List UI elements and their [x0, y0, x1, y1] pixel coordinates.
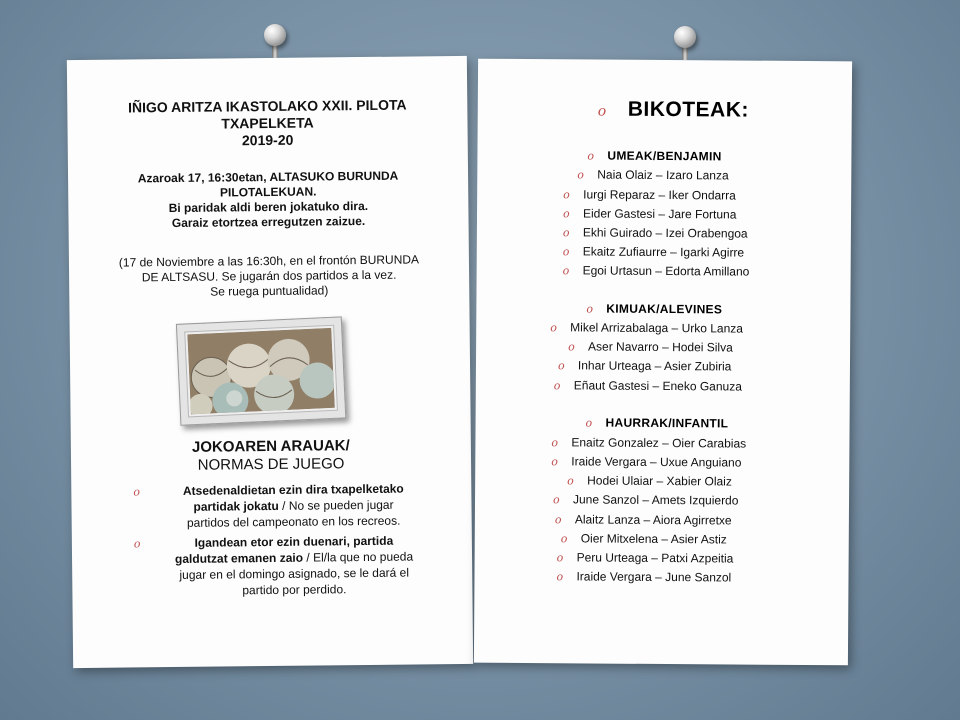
- bullet-icon: o: [562, 264, 570, 278]
- bullet-icon: o: [577, 168, 584, 182]
- spanish-info-line: (17 de Noviembre a las 16:30h, en el frontón BURUNDA: [118, 252, 420, 270]
- pair-name: Aser Navarro – Hodei Silva: [588, 339, 733, 355]
- list-item: [568, 337, 733, 356]
- list-item: [561, 529, 727, 548]
- list-item: [567, 471, 732, 490]
- list-item: [551, 433, 746, 452]
- bullet-icon: o: [552, 493, 560, 507]
- pair-name: Naia Olaiz – Izaro Lanza: [597, 167, 729, 183]
- list-item: [577, 165, 728, 184]
- rule-line: partidos del campeonato en los recreos.: [186, 513, 401, 530]
- pair-name: Ekaitz Zufiaurre – Igarki Agirre: [582, 244, 745, 260]
- pair-name: Mikel Arrizabalaga – Urko Lanza: [570, 320, 744, 336]
- basque-info-line: Garaiz etortzea erregutzen zaizue.: [171, 213, 366, 231]
- bullet-icon: o: [551, 436, 559, 450]
- list-item: [550, 318, 743, 337]
- rule-line: Igandean etor ezin duenari, partida: [194, 533, 394, 550]
- bullet-icon: o: [563, 188, 570, 202]
- pair-name: Alaitz Lanza – Aiora Agirretxe: [574, 512, 732, 528]
- category-heading: [586, 299, 722, 318]
- rule-item-2: [144, 532, 445, 599]
- spanish-info-line: Se ruega puntualidad): [210, 283, 329, 299]
- category-name: HAURRAK/INFANTIL: [605, 415, 729, 431]
- pelota-balls-illustration: [187, 328, 334, 414]
- list-item: [555, 510, 732, 529]
- pair-name: Eñaut Gastesi – Eneko Ganuza: [573, 378, 742, 394]
- tournament-title: [67, 96, 468, 151]
- title-line-2: TXAPELKETA: [221, 114, 314, 132]
- category-name: KIMUAK/ALEVINES: [606, 301, 723, 317]
- bullet-icon: o: [551, 455, 558, 469]
- bullet-icon: o: [562, 245, 570, 259]
- list-item: [563, 223, 748, 242]
- category-name: UMEAK/BENJAMIN: [607, 148, 722, 164]
- bullet-icon: o: [587, 149, 595, 163]
- list-item: [558, 356, 732, 375]
- bullet-icon: o: [562, 226, 570, 240]
- list-item: [563, 242, 744, 261]
- bullet-icon: o: [562, 207, 570, 221]
- bullet-icon: o: [553, 379, 561, 393]
- left-sheet: [67, 56, 473, 668]
- rule-line: jugar en el domingo asignado, se le dará el: [179, 565, 410, 582]
- pair-name: Egoi Urtasun – Edorta Amillano: [582, 263, 750, 279]
- title-line-1: IÑIGO ARITZA IKASTOLAKO XXII. PILOTA: [128, 96, 407, 116]
- rules-heading: [71, 436, 471, 476]
- pairs-heading-text: BIKOTEAK: [627, 97, 742, 122]
- bullet-icon: o: [133, 537, 141, 551]
- rule-line: Atsedenaldietan ezin dira txapelketako: [182, 481, 404, 498]
- right-sheet: [474, 59, 852, 666]
- pair-name: Iraide Vergara – June Sanzol: [576, 569, 732, 585]
- bullet-icon: o: [557, 359, 565, 373]
- pushpin-icon: [668, 24, 702, 64]
- basque-info: [68, 168, 469, 232]
- rule-item-1: [143, 480, 443, 531]
- pair-name: Peru Urteaga – Patxi Azpeitia: [576, 550, 734, 566]
- pair-name: June Sanzol – Amets Izquierdo: [572, 492, 739, 508]
- list-item: [554, 376, 742, 395]
- basque-info-line: Bi paridak aldi beren jokatuko dira.: [168, 198, 369, 216]
- title-year: 2019-20: [241, 131, 294, 149]
- category-heading: [587, 146, 721, 165]
- bullet-icon: o: [560, 532, 568, 546]
- list-item: [551, 452, 741, 471]
- bullet-icon: o: [585, 416, 593, 430]
- rules-subtitle: NORMAS DE JUEGO: [197, 455, 345, 474]
- bullet-icon: o: [568, 340, 575, 354]
- pair-name: Enaitz Gonzalez – Oier Carabias: [571, 435, 747, 451]
- pair-name: Inhar Urteaga – Asier Zubiria: [577, 358, 732, 374]
- bullet-icon: o: [556, 551, 564, 565]
- list-item: [563, 204, 736, 223]
- pair-name: Iraide Vergara – Uxue Anguiano: [571, 454, 742, 470]
- pair-name: Ekhi Guirado – Izei Orabengoa: [582, 225, 748, 241]
- pairs-heading: [628, 98, 749, 123]
- basque-info-line: PILOTALEKUAN.: [219, 184, 317, 200]
- rule-line-text: / No se pueden jugar: [278, 497, 394, 513]
- bullet-icon: o: [554, 513, 562, 527]
- bullet-icon: o: [556, 570, 564, 584]
- rules-title: JOKOAREN ARAUAK/: [191, 437, 350, 456]
- pelota-balls-photo: [176, 316, 346, 425]
- bullet-icon: o: [550, 321, 557, 335]
- rule-line: partido por perdido.: [242, 582, 347, 598]
- pair-name: Hodei Ulaiar – Xabier Olaiz: [587, 473, 732, 489]
- pair-name: Iurgi Reparaz – Iker Ondarra: [583, 187, 736, 203]
- pushpin-icon: [258, 22, 292, 62]
- bullet-icon: o: [133, 485, 141, 499]
- list-item: [563, 185, 736, 204]
- pair-name: Oier Mitxelena – Asier Astiz: [580, 531, 727, 547]
- rule-line-bold: partidak jokatu: [193, 498, 279, 514]
- bullet-icon: o: [586, 302, 594, 316]
- pairs-heading-colon: :: [741, 98, 750, 122]
- spanish-info: [69, 252, 469, 301]
- basque-info-line: Azaroak 17, 16:30etan, ALTASUKO BURUNDA: [137, 168, 399, 186]
- list-item: [556, 567, 731, 586]
- spanish-info-line: DE ALTSASU. Se jugarán dos partidos a la vez.: [141, 267, 397, 285]
- list-item: [557, 548, 734, 567]
- bullet-icon: o: [567, 474, 574, 488]
- list-item: [563, 261, 750, 280]
- bullet-icon: o: [597, 103, 607, 120]
- list-item: [553, 490, 739, 509]
- category-heading: [586, 413, 729, 432]
- rule-line-bold: galdutzat emanen zaio: [174, 550, 304, 567]
- rule-line-text: / El/la que no pueda: [302, 549, 414, 565]
- pair-name: Eider Gastesi – Jare Fortuna: [582, 206, 737, 222]
